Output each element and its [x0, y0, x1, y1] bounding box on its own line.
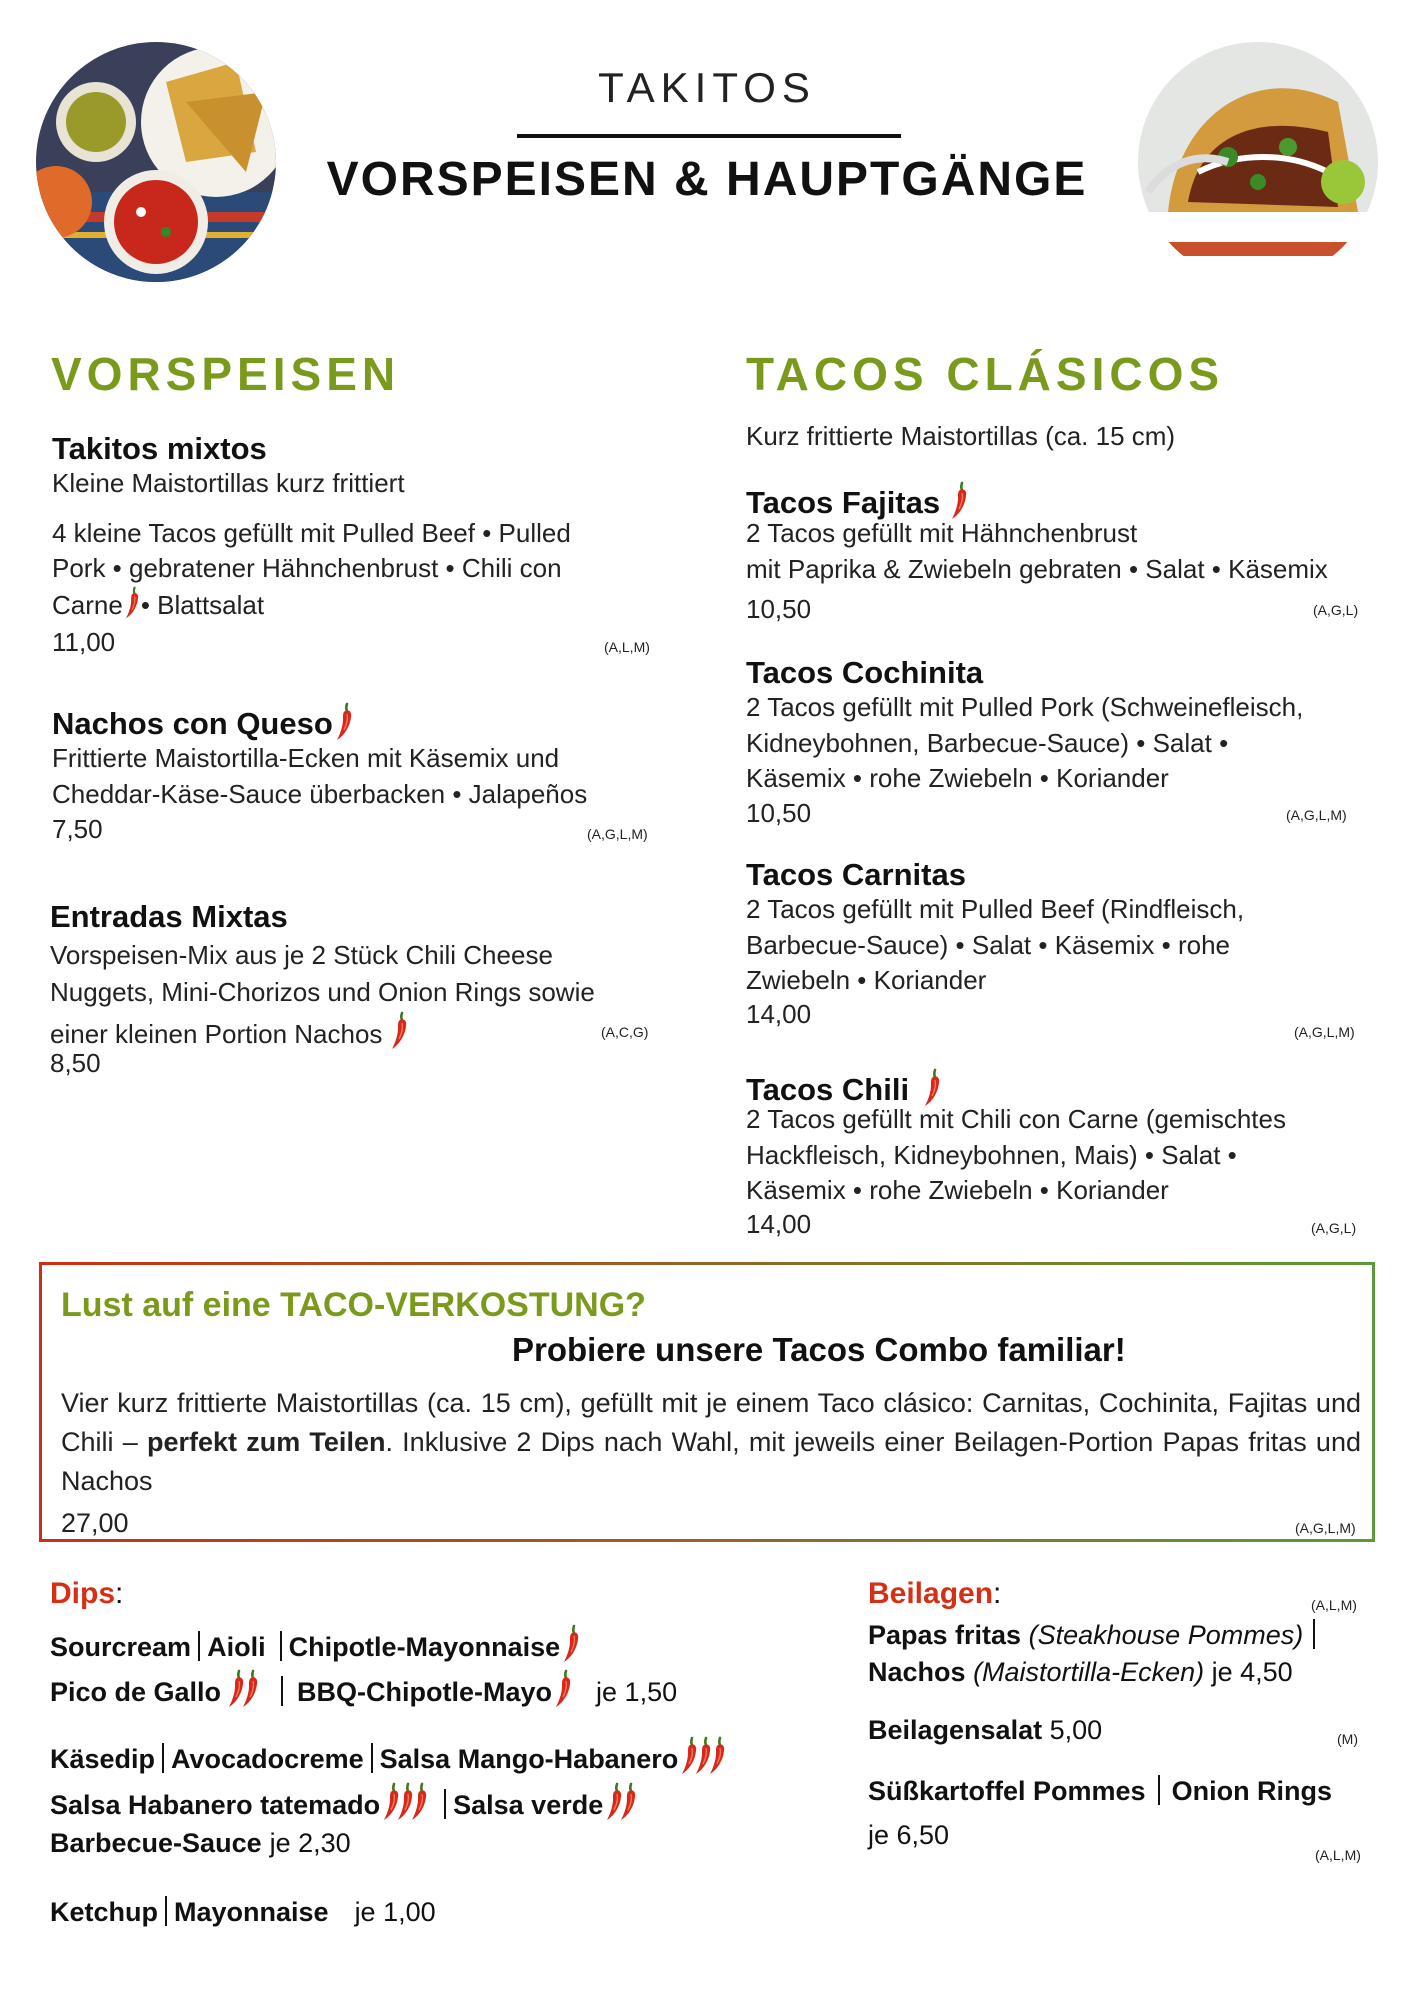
beilagen-heading-colon: : — [993, 1577, 1002, 1610]
item-description-text: • Blattsalat — [140, 590, 265, 620]
item-description-line: 2 Tacos gefüllt mit Pulled Pork (Schweinefleisch, — [746, 692, 1304, 722]
separator — [1313, 1619, 1315, 1649]
separator — [165, 1896, 167, 1926]
item-description-line: 2 Tacos gefüllt mit Chili con Carne (gemischtes — [746, 1104, 1286, 1134]
dips-heading-colon: : — [115, 1577, 124, 1610]
item-description-line — [50, 1011, 410, 1052]
dip-sourcream: Sourcream — [50, 1632, 192, 1662]
beilagen-allergens: (A,L,M) — [1311, 1597, 1357, 1613]
dip-kaesedip: Käsedip — [50, 1744, 156, 1774]
taco-tasting-promo-box — [39, 1262, 1375, 1542]
item-description-line: Vorspeisen-Mix aus je 2 Stück Chili Cheese — [50, 940, 553, 970]
dip-aioli: Aioli — [207, 1632, 266, 1662]
side-nachos: Nachos — [868, 1657, 966, 1687]
brand-name: TAKITOS — [598, 64, 816, 111]
side-onion-rings: Onion Rings — [1171, 1776, 1333, 1806]
section-heading-vorspeisen: VORSPEISEN — [51, 348, 401, 400]
dip-pico-de-gallo: Pico de Gallo — [50, 1677, 222, 1707]
side-line-4 — [868, 1775, 1332, 1807]
dips-heading-text: Dips — [50, 1577, 116, 1610]
beilagen-heading-text: Beilagen — [868, 1577, 994, 1610]
item-description-line: Käsemix • rohe Zwiebeln • Koriander — [746, 763, 1169, 793]
item-description-line: Frittierte Maistortilla-Ecken mit Käsemix und — [52, 743, 560, 773]
item-name-tacos-cochinita: Tacos Cochinita — [746, 655, 984, 690]
side-price-group-2: je 6,50 — [868, 1820, 950, 1850]
dips-heading — [50, 1577, 123, 1611]
dip-chipotle-mayo: Chipotle-Mayonnaise — [288, 1632, 561, 1662]
dip-line-5 — [50, 1828, 351, 1859]
chili-icon — [617, 1782, 639, 1822]
side-line-1 — [868, 1619, 1322, 1651]
item-description-line: Zwiebeln • Koriander — [746, 965, 987, 995]
item-price: 10,50 — [746, 798, 812, 828]
item-price: 14,00 — [746, 999, 812, 1029]
item-description-line: Cheddar-Käse-Sauce überbacken • Jalapeños — [52, 779, 588, 809]
item-description-line: Barbecue-Sauce) • Salat • Käsemix • rohe — [746, 930, 1230, 960]
separator — [371, 1743, 373, 1773]
promo-question: Lust auf eine TACO-VERKOSTUNG? — [61, 1286, 646, 1324]
side-suesskartoffel-pommes: Süßkartoffel Pommes — [868, 1776, 1146, 1806]
promo-text-highlight: perfekt zum Teilen — [146, 1427, 386, 1457]
promo-headline: Probiere unsere Tacos Combo familiar! — [512, 1331, 1126, 1368]
separator — [1158, 1775, 1160, 1805]
item-subtitle: Kleine Maistortillas kurz frittiert — [52, 468, 405, 498]
side-line-3 — [868, 1715, 1102, 1746]
item-description-line — [52, 586, 264, 623]
promo-text-part: Vier kurz frittierte Maistortillas (ca. 15 cm), gefüllt mit je einem Taco clásico: Carnitas, Cochinita, Fajitas und Chili – — [61, 1388, 1361, 1457]
dip-line-6 — [50, 1896, 436, 1928]
side-papas-fritas: Papas fritas — [868, 1620, 1022, 1650]
section-heading-tacos: TACOS CLÁSICOS — [746, 348, 1225, 400]
item-allergens: (A,L,M) — [604, 639, 650, 655]
dip-ketchup: Ketchup — [50, 1897, 158, 1927]
item-allergens: (A,G,L) — [1311, 1220, 1357, 1236]
item-description-line: Kidneybohnen, Barbecue-Sauce) • Salat • — [746, 728, 1229, 758]
item-name-tacos-fajitas — [746, 481, 970, 521]
dip-salsa-mango-habanero: Salsa Mango-Habanero — [379, 1744, 679, 1774]
item-description-line: Käsemix • rohe Zwiebeln • Koriander — [746, 1175, 1169, 1205]
side-nachos-note: (Maistortilla-Ecken) — [973, 1657, 1205, 1687]
chili-icon — [123, 586, 141, 620]
chili-icon — [948, 481, 970, 521]
dip-line-3 — [50, 1736, 728, 1776]
chili-icon — [333, 702, 355, 742]
dip-price-group-3: je 1,00 — [354, 1897, 436, 1927]
separator — [198, 1631, 200, 1661]
chili-icon — [706, 1736, 728, 1776]
item-name-takitos-mixtos: Takitos mixtos — [52, 431, 267, 466]
dip-bbq-chipotle-mayo: BBQ-Chipotle-Mayo — [297, 1677, 553, 1707]
dip-avocadocreme: Avocadocreme — [171, 1744, 364, 1774]
item-description-text: Carne — [52, 590, 123, 620]
dip-price-group-2: je 2,30 — [269, 1828, 351, 1858]
chili-icon — [408, 1782, 430, 1822]
item-description-text: einer kleinen Portion Nachos — [50, 1019, 383, 1049]
promo-description — [61, 1384, 1361, 1501]
separator — [162, 1743, 164, 1773]
separator — [444, 1789, 446, 1819]
chili-icon — [560, 1624, 582, 1664]
chili-icon — [239, 1669, 261, 1709]
item-name-text: Tacos Chili — [746, 1072, 910, 1107]
item-name-text: Nachos con Queso — [52, 706, 333, 741]
dip-salsa-habanero-tatemado: Salsa Habanero tatemado — [50, 1790, 381, 1820]
dip-salsa-verde: Salsa verde — [453, 1790, 604, 1820]
item-description-line: 2 Tacos gefüllt mit Hähnchenbrust — [746, 518, 1138, 548]
item-price: 11,00 — [52, 627, 116, 657]
side-allergens-bottom: (A,L,M) — [1315, 1847, 1361, 1863]
side-salat-price: 5,00 — [1049, 1715, 1103, 1745]
item-allergens: (A,G,L,M) — [587, 826, 648, 842]
item-description-line: mit Paprika & Zwiebeln gebraten • Salat • Käsemix — [746, 554, 1328, 584]
side-price-group-1: je 4,50 — [1211, 1657, 1293, 1687]
item-description-line: Hackfleisch, Kidneybohnen, Mais) • Salat • — [746, 1140, 1237, 1170]
section-intro: Kurz frittierte Maistortillas (ca. 15 cm) — [746, 421, 1176, 451]
dip-mayonnaise: Mayonnaise — [174, 1897, 329, 1927]
item-price: 7,50 — [52, 814, 103, 844]
separator — [280, 1631, 282, 1661]
promo-allergens: (A,G,L,M) — [1295, 1520, 1356, 1536]
separator — [281, 1676, 283, 1706]
title-divider — [517, 134, 901, 138]
item-price: 14,00 — [746, 1209, 812, 1239]
side-papas-note: (Steakhouse Pommes) — [1028, 1620, 1304, 1650]
item-name-text: Tacos Fajitas — [746, 485, 941, 520]
dip-line-4 — [50, 1782, 639, 1822]
item-name-tacos-carnitas: Tacos Carnitas — [746, 857, 966, 892]
item-allergens: (A,G,L,M) — [1286, 807, 1347, 823]
item-price: 10,50 — [746, 594, 812, 624]
chili-icon — [552, 1669, 574, 1709]
item-description-line: Pork • gebratener Hähnchenbrust • Chili con — [52, 553, 562, 583]
item-allergens: (A,C,G) — [601, 1024, 649, 1040]
dip-barbecue-sauce: Barbecue-Sauce — [50, 1828, 262, 1858]
item-description-line: Nuggets, Mini-Chorizos und Onion Rings sowie — [50, 977, 595, 1007]
promo-price: 27,00 — [61, 1508, 129, 1538]
side-salat-allergens: (M) — [1337, 1731, 1358, 1747]
beilagen-heading — [868, 1577, 1001, 1611]
dip-line-1 — [50, 1624, 582, 1664]
promo-text-part: . Inklusive 2 Dips nach Wahl, mit jeweils einer Beilagen-Portion Papas fritas und Nachos — [61, 1427, 1361, 1496]
item-allergens: (A,G,L) — [1313, 602, 1359, 618]
item-price: 8,50 — [50, 1048, 101, 1078]
item-name-nachos-con-queso — [52, 702, 355, 742]
item-description-line: 4 kleine Tacos gefüllt mit Pulled Beef • Pulled — [52, 518, 571, 548]
item-name-entradas-mixtas: Entradas Mixtas — [50, 899, 288, 934]
dip-line-2 — [50, 1669, 677, 1709]
side-beilagensalat: Beilagensalat — [868, 1715, 1043, 1745]
item-allergens: (A,G,L,M) — [1294, 1024, 1355, 1040]
item-description-line: 2 Tacos gefüllt mit Pulled Beef (Rindfleisch, — [746, 894, 1245, 924]
side-line-2 — [868, 1657, 1293, 1688]
chili-icon — [388, 1011, 410, 1051]
page-title: VORSPEISEN & HAUPTGÄNGE — [326, 153, 1088, 206]
dip-price-group-1: je 1,50 — [596, 1677, 678, 1707]
